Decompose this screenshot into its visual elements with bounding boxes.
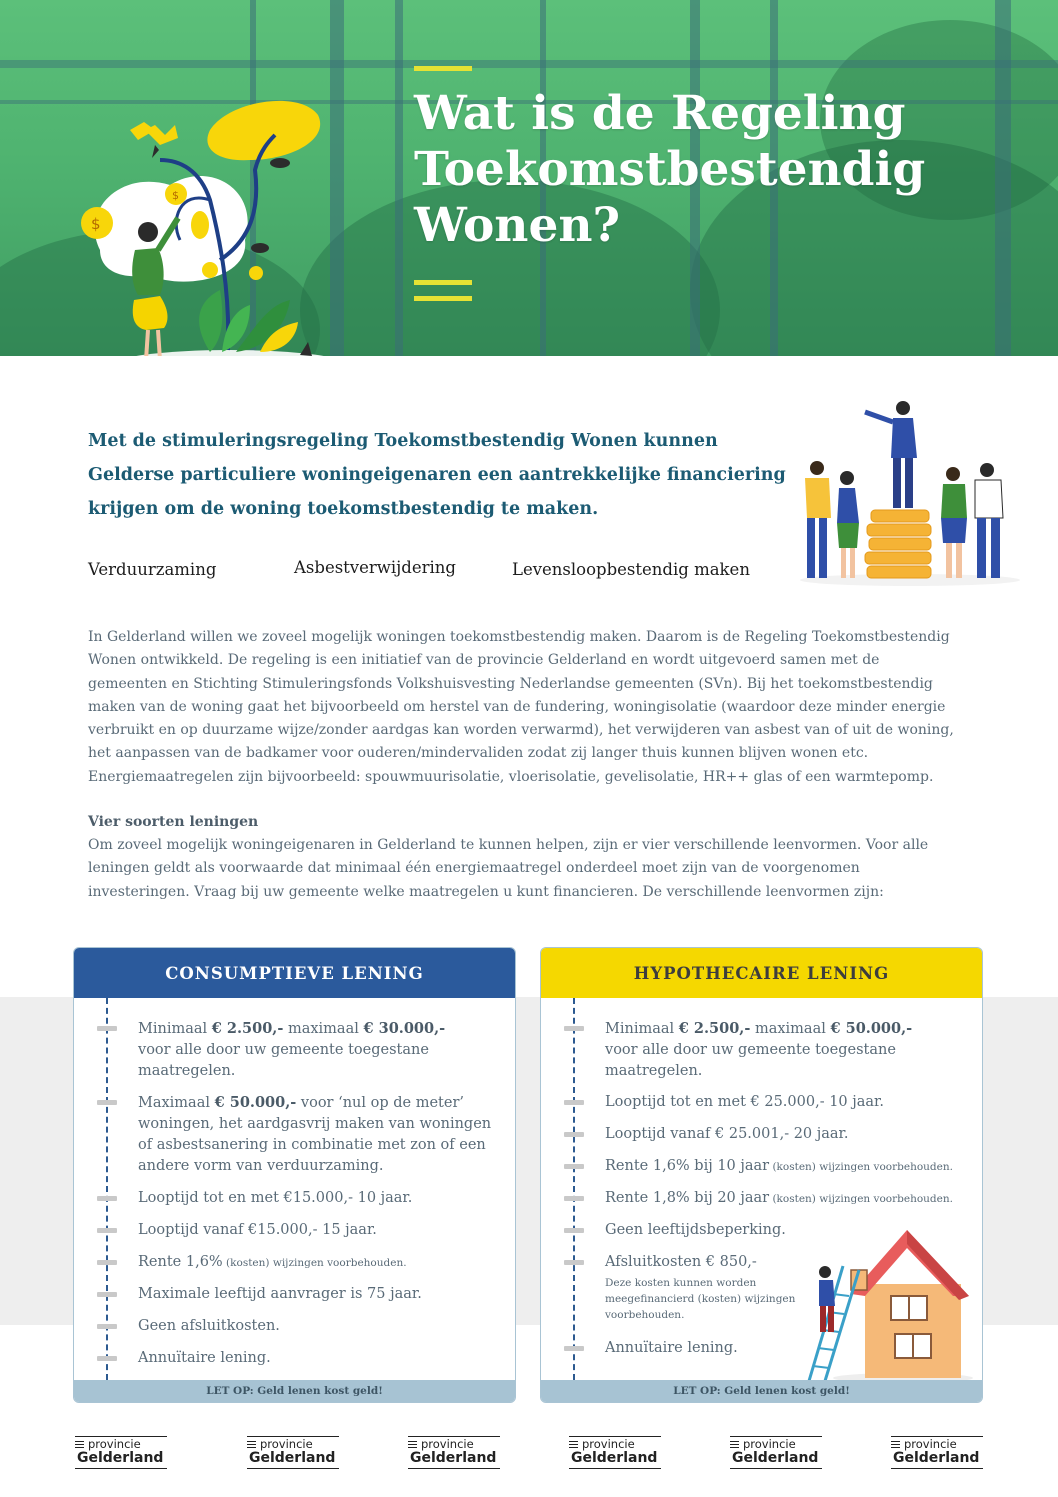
body-paragraph-2: Om zoveel mogelijk woningeigenaren in Gelderland te kunnen helpen, zijn er vier verschillende leenvormen. Voor alle leningen geldt als voorwaarde dat minimaal één energiemaatregel onderdeel moet zijn van de voorgenomen investeringen. Vraag bij uw gemeente welke maatregelen u kunt financieren. De verschillende leenvormen zijn: (88, 837, 929, 900)
list-item: Looptijd vanaf € 25.001,- 20 jaar. (605, 1126, 849, 1142)
list-item: Minimaal € 2.500,- maximaal € 50.000,- voor alle door uw gemeente toegestane maatregelen. (605, 1020, 913, 1079)
list-item: Geen afsluitkosten. (138, 1318, 280, 1334)
list-item: Minimaal € 2.500,- maximaal € 30.000,- voor alle door uw gemeente toegestane maatregelen. (138, 1020, 446, 1079)
list-item: Looptijd vanaf €15.000,- 15 jaar. (138, 1222, 377, 1238)
card-consumptieve-lening (73, 947, 516, 1403)
money-plant-illustration (60, 90, 400, 356)
card-footer-warning: LET OP: Geld lenen kost geld! (74, 1380, 515, 1402)
provincie-gelderland-logo: provincie Gelderland (891, 1433, 983, 1473)
provincie-gelderland-logo: provincie Gelderland (569, 1433, 661, 1473)
intro-text: Met de stimuleringsregeling Toekomstbestendig Wonen kunnen Gelderse particuliere woningeigenaren een aantrekkelijke financiering krijgen om de woning toekomstbestendig te maken. (88, 431, 786, 519)
list-item: Looptijd tot en met €15.000,- 10 jaar. (138, 1190, 413, 1206)
provincie-gelderland-logo: provincie Gelderland (247, 1433, 339, 1473)
people-coins-illustration (795, 398, 1025, 588)
list-item: Rente 1,6% bij 10 jaar (kosten) wijzingen voorbehouden. (605, 1158, 953, 1174)
card-timeline (573, 998, 575, 1380)
hero-banner (0, 0, 1058, 356)
card-title-consumptieve: CONSUMPTIEVE LENING (74, 948, 515, 998)
body-paragraph-1: In Gelderland willen we zoveel mogelijk woningen toekomstbestendig maken. Daarom is de Regeling Toekomstbestendig Wonen ontwikkeld. De regeling is een initiatief van de provincie Gelderland en wordt uitgevoerd samen met de gemeenten en Stichting Stimuleringsfonds Volkshuisvesting Nederlandse gemeenten (SVn). Bij het toekomstbestendig maken van de woning gaat het bijvoorbeeld om herstel van de fundering, woningisolatie (waardoor deze minder energie verbruikt en op duurzame wijze/zonder aardgas kan worden verwarmd), het verwijderen van asbest van of uit de woning, het aanpassen van de badkamer voor ouderen/mindervaliden zodat zij langer thuis kunnen blijven wonen etc. Energiemaatregelen zijn bijvoorbeeld: spouwmuurisolatie, vloerisolatie, gevelisolatie, HR++ glas of een warmtepomp. (88, 629, 954, 785)
svg-text:$: $ (172, 189, 179, 202)
list-item: Maximale leeftijd aanvrager is 75 jaar. (138, 1286, 422, 1302)
title-accent-bottom-1 (414, 280, 472, 285)
section-heading-leningen: Vier soorten leningen (88, 814, 259, 830)
house-ladder-illustration (803, 1226, 973, 1386)
list-item: Rente 1,8% bij 20 jaar (kosten) wijzingen voorbehouden. (605, 1190, 953, 1206)
provincie-gelderland-logo: provincie Gelderland (75, 1433, 167, 1473)
list-item: Annuïtaire lening. (138, 1350, 271, 1366)
provincie-gelderland-logo: provincie Gelderland (730, 1433, 822, 1473)
page-title: Wat is de Regeling Toekomstbestendig Wonen? (414, 86, 926, 253)
card-title-hypothecaire: HYPOTHECAIRE LENING (541, 948, 982, 998)
list-item: Maximaal € 50.000,- voor ‘nul op de meter’ woningen, het aardgasvrij maken van woningen of asbestsanering in combinatie met zon of een andere vorm van verduurzaming. (138, 1094, 492, 1174)
list-item: Looptijd tot en met € 25.000,- 10 jaar. (605, 1094, 884, 1110)
list-item: Rente 1,6% (kosten) wijzingen voorbehouden. (138, 1254, 407, 1270)
card-hypothecaire-lening (540, 947, 983, 1403)
provincie-gelderland-logo: provincie Gelderland (408, 1433, 500, 1473)
card-footer-warning: LET OP: Geld lenen kost geld! (541, 1380, 982, 1402)
list-item: Annuïtaire lening. (605, 1340, 738, 1356)
keyword-asbestverwijdering: Asbestverwijdering (294, 558, 456, 577)
keyword-verduurzaming: Verduurzaming (88, 560, 217, 579)
list-item: Geen leeftijdsbeperking. (605, 1222, 786, 1238)
list-item: Afsluitkosten € 850,- Deze kosten kunnen worden meegefinancierd (kosten) wijzingen voorbehouden. (605, 1254, 796, 1321)
title-accent-top (414, 66, 472, 71)
title-accent-bottom-2 (414, 296, 472, 301)
keyword-levensloopbestendig: Levensloopbestendig maken (512, 560, 750, 579)
card-timeline (106, 998, 108, 1380)
svg-text:$: $ (91, 215, 101, 233)
